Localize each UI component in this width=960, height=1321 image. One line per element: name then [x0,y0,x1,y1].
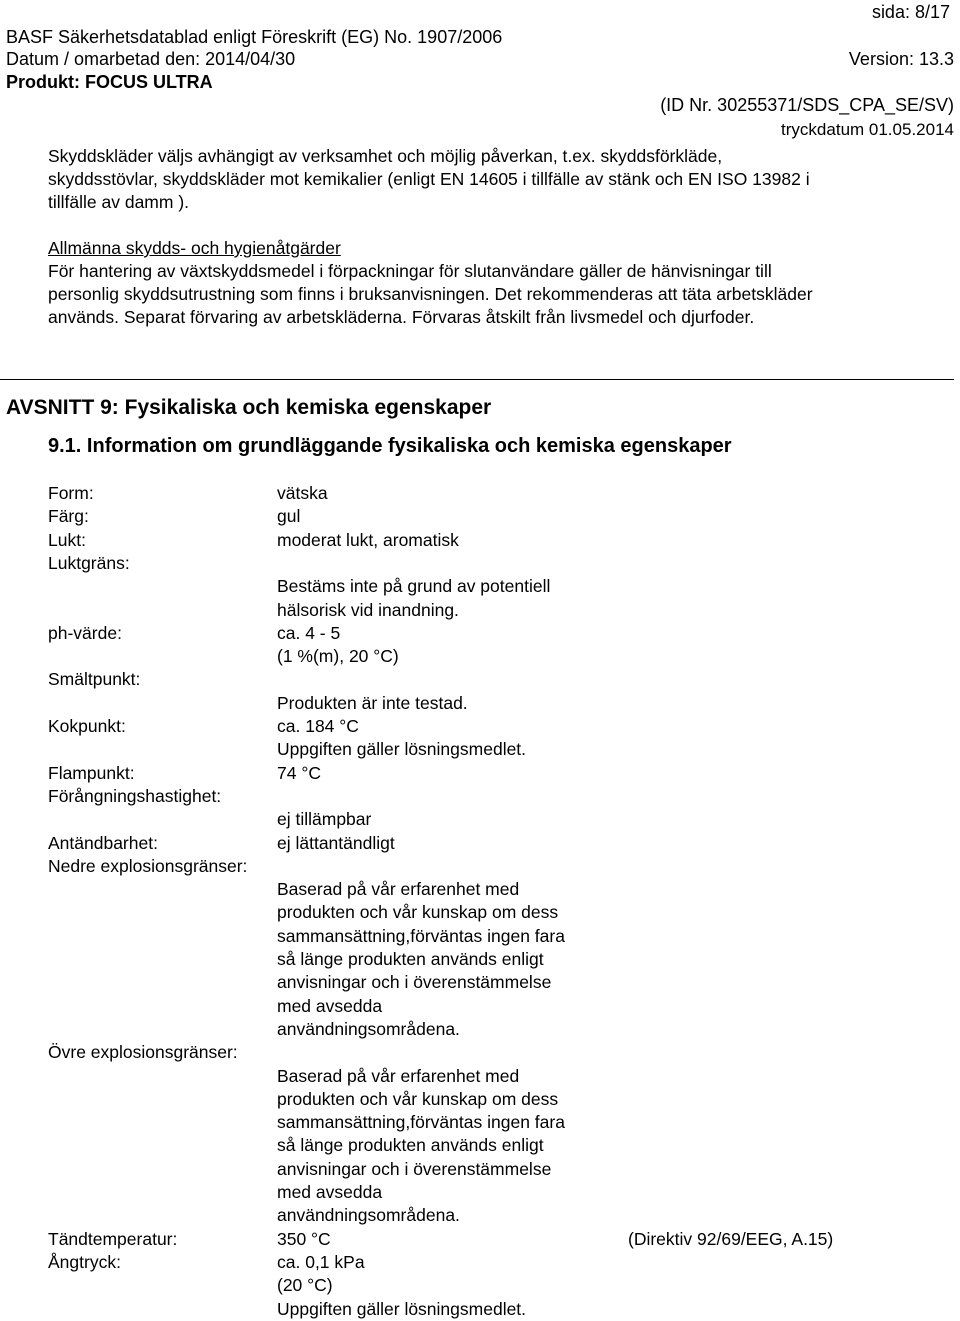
property-label: Tändtemperatur: [48,1228,178,1249]
property-value: hälsorisk vid inandning. [277,599,459,620]
product-name: FOCUS ULTRA [85,72,213,92]
protective-line: Skyddskläder väljs avhängigt av verksamhet och möjlig påverkan, t.ex. skyddsförkläde, [48,146,723,166]
property-value: så länge produkten används enligt [277,1135,544,1156]
id-number: (ID Nr. 30255371/SDS_CPA_SE/SV) [660,95,954,115]
protective-line: tillfälle av damm ). [48,192,190,212]
subsection-title: 9.1. Information om grundläggande fysikaliska och kemiska egenskaper [48,435,732,457]
product-label: Produkt: [6,72,80,92]
property-label: Färg: [48,506,89,527]
property-value: (20 °C) [277,1275,333,1296]
document-title: BASF Säkerhetsdatablad enligt Föreskrift (EG) No. 1907/2006 [6,27,503,47]
property-label: Flampunkt: [48,762,135,783]
property-value: moderat lukt, aromatisk [277,529,459,550]
property-value: Bestäms inte på grund av potentiell [277,576,551,597]
revision-date: Datum / omarbetad den: 2014/04/30 [6,49,296,69]
protective-clothing-text [48,145,810,214]
property-value: anvisningar och i överenstämmelse [277,972,552,993]
property-value: ej tillämpbar [277,809,372,830]
version-label: Version: 13.3 [848,49,954,69]
property-value: produkten och vår kunskap om dess [277,1088,559,1109]
product-line [6,71,213,93]
property-value: ca. 184 °C [277,716,359,736]
property-value: användningsområdena. [277,1018,460,1039]
property-value: Baserad på vår erfarenhet med [277,879,520,900]
property-value: ej lättantändligt [277,832,395,853]
property-label: ph-värde: [48,622,122,643]
property-value: sammansättning,förväntas ingen fara [277,925,565,946]
section-title: AVSNITT 9: Fysikaliska och kemiska egenskaper [6,396,492,419]
property-value: ca. 4 - 5 [277,622,341,643]
property-value: användningsområdena. [277,1205,460,1226]
print-date: tryckdatum 01.05.2014 [781,120,954,139]
property-value: anvisningar och i överenstämmelse [277,1158,552,1179]
property-label: Form: [48,483,94,503]
property-label: Nedre explosionsgränser: [48,855,248,876]
property-label: Förångningshastighet: [48,785,222,806]
hygiene-line: används. Separat förvaring av arbetskläderna. Förvaras åtskilt från livsmedel och djurfoder. [48,307,755,327]
property-label: Lukt: [48,529,86,550]
protective-line: skyddsstövlar, skyddskläder mot kemikalier (enligt EN 14605 i tillfälle av stänk och EN ISO 13982 i [48,169,810,189]
hygiene-block [48,237,813,329]
property-value: sammansättning,förväntas ingen fara [277,1112,565,1133]
property-value: så länge produkten används enligt [277,949,544,969]
property-label: Kokpunkt: [48,716,126,736]
section-divider [0,379,954,380]
property-label: Luktgräns: [48,552,130,573]
property-value: med avsedda [277,995,383,1016]
property-value: Uppgiften gäller lösningsmedlet. [277,739,527,760]
hygiene-heading: Allmänna skydds- och hygienåtgärder [48,238,341,258]
property-value: 350 °C [277,1228,331,1249]
hygiene-line: För hantering av växtskyddsmedel i förpackningar för slutanvändare gäller de hänvisningar till [48,261,772,281]
page-number: sida: 8/17 [871,2,950,22]
property-label: Smältpunkt: [48,669,141,690]
property-value: vätska [277,483,328,503]
property-value: produkten och vår kunskap om dess [277,902,559,923]
property-label: Ångtryck: [48,1251,121,1272]
property-value: Produkten är inte testad. [277,692,468,713]
property-note: (Direktiv 92/69/EEG, A.15) [628,1228,834,1249]
hygiene-line: personlig skyddsutrustning som finns i bruksanvisningen. Det rekommenderas att täta arbetskläder [48,284,813,304]
property-value: med avsedda [277,1182,383,1202]
property-value: ca. 0,1 kPa [277,1251,365,1272]
property-value: Uppgiften gäller lösningsmedlet. [277,1298,527,1319]
property-label: Antändbarhet: [48,832,158,853]
property-label: Övre explosionsgränser: [48,1042,238,1063]
property-value: gul [277,506,301,527]
property-value: 74 °C [277,762,321,783]
property-value: (1 %(m), 20 °C) [277,646,399,667]
property-value: Baserad på vår erfarenhet med [277,1065,520,1086]
